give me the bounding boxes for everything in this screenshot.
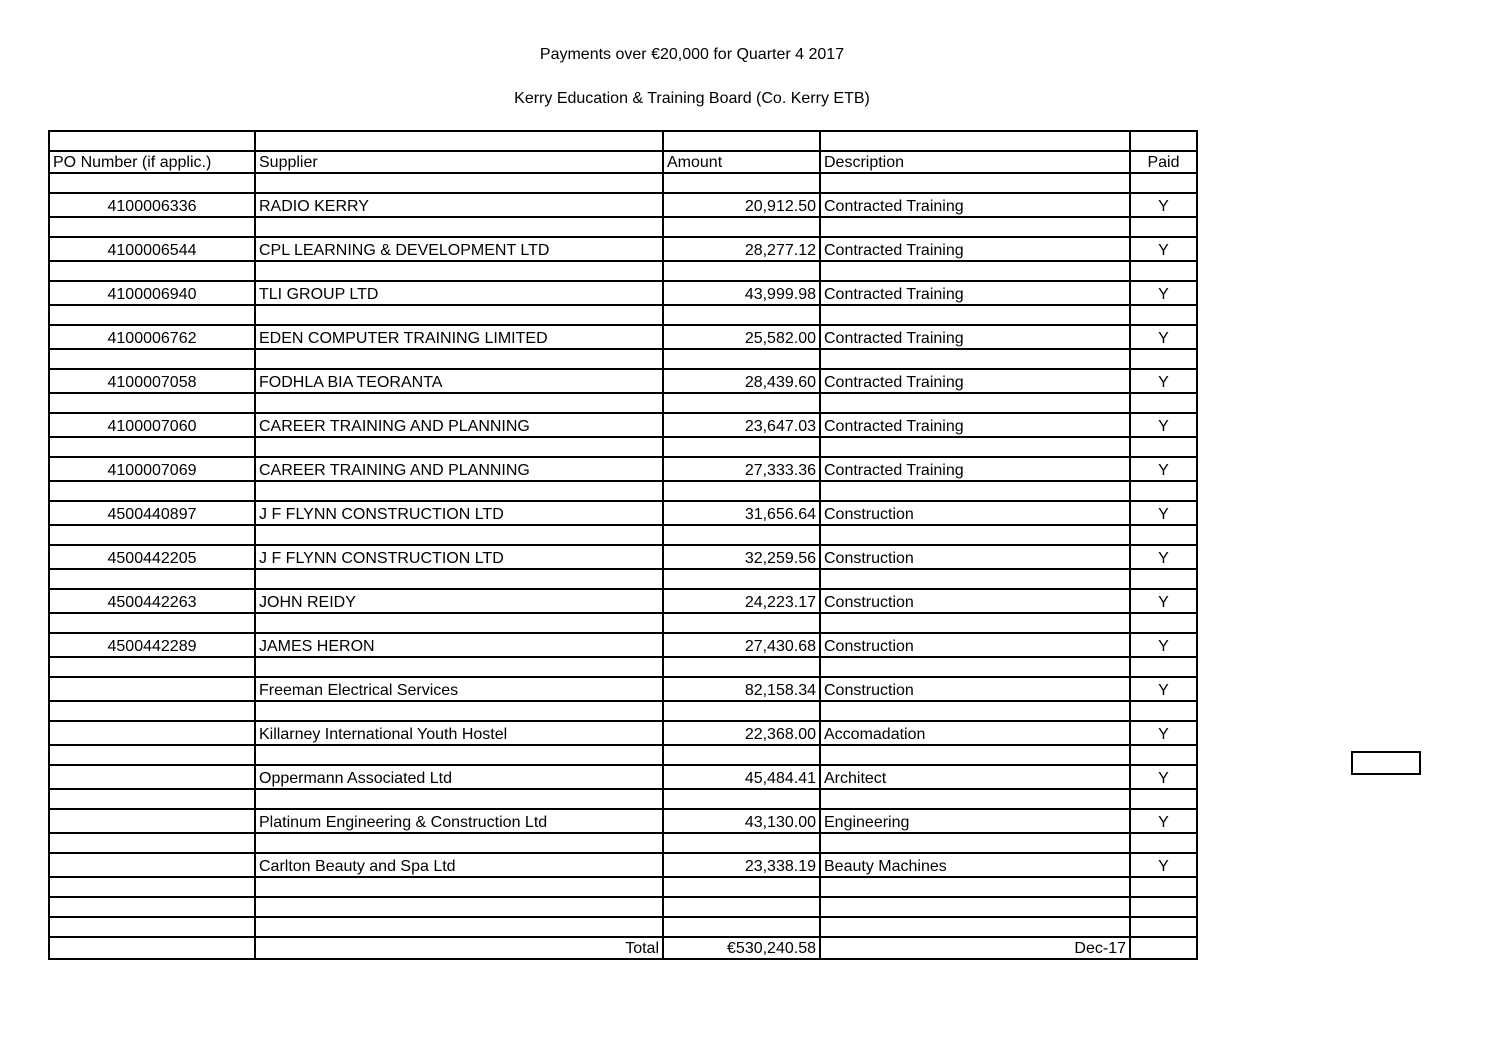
table-blank-row <box>49 261 1197 281</box>
description-cell: Engineering <box>820 809 1130 833</box>
amount-cell: 31,656.64 <box>663 501 820 525</box>
column-header-amount: Amount <box>663 151 820 173</box>
supplier-cell: Platinum Engineering & Construction Ltd <box>255 809 663 833</box>
column-header-po: PO Number (if applic.) <box>49 151 255 173</box>
supplier-cell: J F FLYNN CONSTRUCTION LTD <box>255 545 663 569</box>
column-header-supplier: Supplier <box>255 151 663 173</box>
paid-cell: Y <box>1130 677 1197 701</box>
supplier-cell: Carlton Beauty and Spa Ltd <box>255 853 663 877</box>
page-subtitle: Kerry Education & Training Board (Co. Kerry ETB) <box>514 90 870 107</box>
total-period: Dec-17 <box>820 937 1130 959</box>
po-number-cell: 4100006544 <box>49 237 255 261</box>
table-blank-row <box>49 789 1197 809</box>
paid-cell: Y <box>1130 457 1197 481</box>
table-header-row <box>49 151 1197 173</box>
table-row <box>49 413 1197 437</box>
table-blank-row <box>49 917 1197 937</box>
description-cell: Contracted Training <box>820 369 1130 393</box>
paid-cell: Y <box>1130 809 1197 833</box>
paid-cell: Y <box>1130 765 1197 789</box>
table-blank-row <box>49 657 1197 677</box>
table-row <box>49 193 1197 217</box>
po-number-cell: 4100006336 <box>49 193 255 217</box>
table-row <box>49 457 1197 481</box>
amount-cell: 28,439.60 <box>663 369 820 393</box>
paid-cell: Y <box>1130 853 1197 877</box>
paid-cell: Y <box>1130 721 1197 745</box>
paid-cell: Y <box>1130 237 1197 261</box>
amount-cell: 82,158.34 <box>663 677 820 701</box>
table-blank-row <box>49 745 1197 765</box>
po-number-cell <box>49 677 255 701</box>
supplier-cell: CPL LEARNING & DEVELOPMENT LTD <box>255 237 663 261</box>
po-number-cell: 4100006762 <box>49 325 255 349</box>
table-row <box>49 325 1197 349</box>
paid-cell: Y <box>1130 193 1197 217</box>
paid-cell: Y <box>1130 369 1197 393</box>
amount-cell: 27,333.36 <box>663 457 820 481</box>
po-number-cell: 4100007060 <box>49 413 255 437</box>
table-blank-row <box>49 173 1197 193</box>
table-row <box>49 677 1197 701</box>
total-label: Total <box>255 937 663 959</box>
paid-cell: Y <box>1130 589 1197 613</box>
paid-cell: Y <box>1130 281 1197 305</box>
supplier-cell: Freeman Electrical Services <box>255 677 663 701</box>
table-blank-row <box>49 305 1197 325</box>
amount-cell: 20,912.50 <box>663 193 820 217</box>
description-cell: Beauty Machines <box>820 853 1130 877</box>
amount-cell: 25,582.00 <box>663 325 820 349</box>
paid-cell: Y <box>1130 633 1197 657</box>
po-number-cell: 4500440897 <box>49 501 255 525</box>
table-blank-row <box>49 569 1197 589</box>
supplier-cell: Killarney International Youth Hostel <box>255 721 663 745</box>
description-cell: Contracted Training <box>820 413 1130 437</box>
table-blank-row <box>49 897 1197 917</box>
amount-cell: 32,259.56 <box>663 545 820 569</box>
table-blank-row <box>49 437 1197 457</box>
amount-cell: 43,130.00 <box>663 809 820 833</box>
table-blank-row <box>49 701 1197 721</box>
table-row <box>49 721 1197 745</box>
table-blank-row <box>49 613 1197 633</box>
description-cell: Construction <box>820 633 1130 657</box>
table-row <box>49 237 1197 261</box>
total-amount: €530,240.58 <box>663 937 820 959</box>
amount-cell: 22,368.00 <box>663 721 820 745</box>
po-number-cell: 4500442289 <box>49 633 255 657</box>
payments-table <box>48 130 1198 960</box>
paid-cell: Y <box>1130 325 1197 349</box>
table-row <box>49 369 1197 393</box>
amount-cell: 43,999.98 <box>663 281 820 305</box>
description-cell: Construction <box>820 501 1130 525</box>
table-blank-row <box>49 877 1197 897</box>
po-number-cell <box>49 765 255 789</box>
description-cell: Construction <box>820 589 1130 613</box>
paid-cell: Y <box>1130 413 1197 437</box>
amount-cell: 28,277.12 <box>663 237 820 261</box>
description-cell: Construction <box>820 545 1130 569</box>
po-number-cell: 4500442205 <box>49 545 255 569</box>
description-cell: Architect <box>820 765 1130 789</box>
supplier-cell: RADIO KERRY <box>255 193 663 217</box>
supplier-cell: J F FLYNN CONSTRUCTION LTD <box>255 501 663 525</box>
amount-cell: 24,223.17 <box>663 589 820 613</box>
column-header-paid: Paid <box>1130 151 1197 173</box>
table-row <box>49 633 1197 657</box>
table-blank-row <box>49 525 1197 545</box>
empty-cell-box <box>1351 751 1421 775</box>
table-blank-row <box>49 481 1197 501</box>
po-number-cell: 4100006940 <box>49 281 255 305</box>
po-number-cell: 4500442263 <box>49 589 255 613</box>
po-number-cell <box>49 853 255 877</box>
description-cell: Contracted Training <box>820 237 1130 261</box>
amount-cell: 45,484.41 <box>663 765 820 789</box>
supplier-cell: Oppermann Associated Ltd <box>255 765 663 789</box>
description-cell: Construction <box>820 677 1130 701</box>
description-cell: Contracted Training <box>820 281 1130 305</box>
supplier-cell: CAREER TRAINING AND PLANNING <box>255 457 663 481</box>
table-total-row <box>49 937 1197 959</box>
description-cell: Accomadation <box>820 721 1130 745</box>
page-title: Payments over €20,000 for Quarter 4 2017 <box>539 46 845 63</box>
description-cell: Contracted Training <box>820 457 1130 481</box>
table-blank-row <box>49 393 1197 413</box>
description-cell: Contracted Training <box>820 193 1130 217</box>
description-cell: Contracted Training <box>820 325 1130 349</box>
table-blank-row <box>49 131 1197 151</box>
supplier-cell: EDEN COMPUTER TRAINING LIMITED <box>255 325 663 349</box>
table-row <box>49 589 1197 613</box>
po-number-cell: 4100007069 <box>49 457 255 481</box>
table-row <box>49 809 1197 833</box>
table-row <box>49 853 1197 877</box>
paid-cell: Y <box>1130 545 1197 569</box>
supplier-cell: CAREER TRAINING AND PLANNING <box>255 413 663 437</box>
supplier-cell: JOHN REIDY <box>255 589 663 613</box>
supplier-cell: JAMES HERON <box>255 633 663 657</box>
paid-cell: Y <box>1130 501 1197 525</box>
table-row <box>49 501 1197 525</box>
supplier-cell: TLI GROUP LTD <box>255 281 663 305</box>
table-row <box>49 281 1197 305</box>
table-blank-row <box>49 217 1197 237</box>
amount-cell: 27,430.68 <box>663 633 820 657</box>
amount-cell: 23,647.03 <box>663 413 820 437</box>
table-row <box>49 765 1197 789</box>
supplier-cell: FODHLA BIA TEORANTA <box>255 369 663 393</box>
table-blank-row <box>49 833 1197 853</box>
column-header-description: Description <box>820 151 1130 173</box>
amount-cell: 23,338.19 <box>663 853 820 877</box>
table-row <box>49 545 1197 569</box>
po-number-cell <box>49 809 255 833</box>
po-number-cell: 4100007058 <box>49 369 255 393</box>
table-blank-row <box>49 349 1197 369</box>
po-number-cell <box>49 721 255 745</box>
